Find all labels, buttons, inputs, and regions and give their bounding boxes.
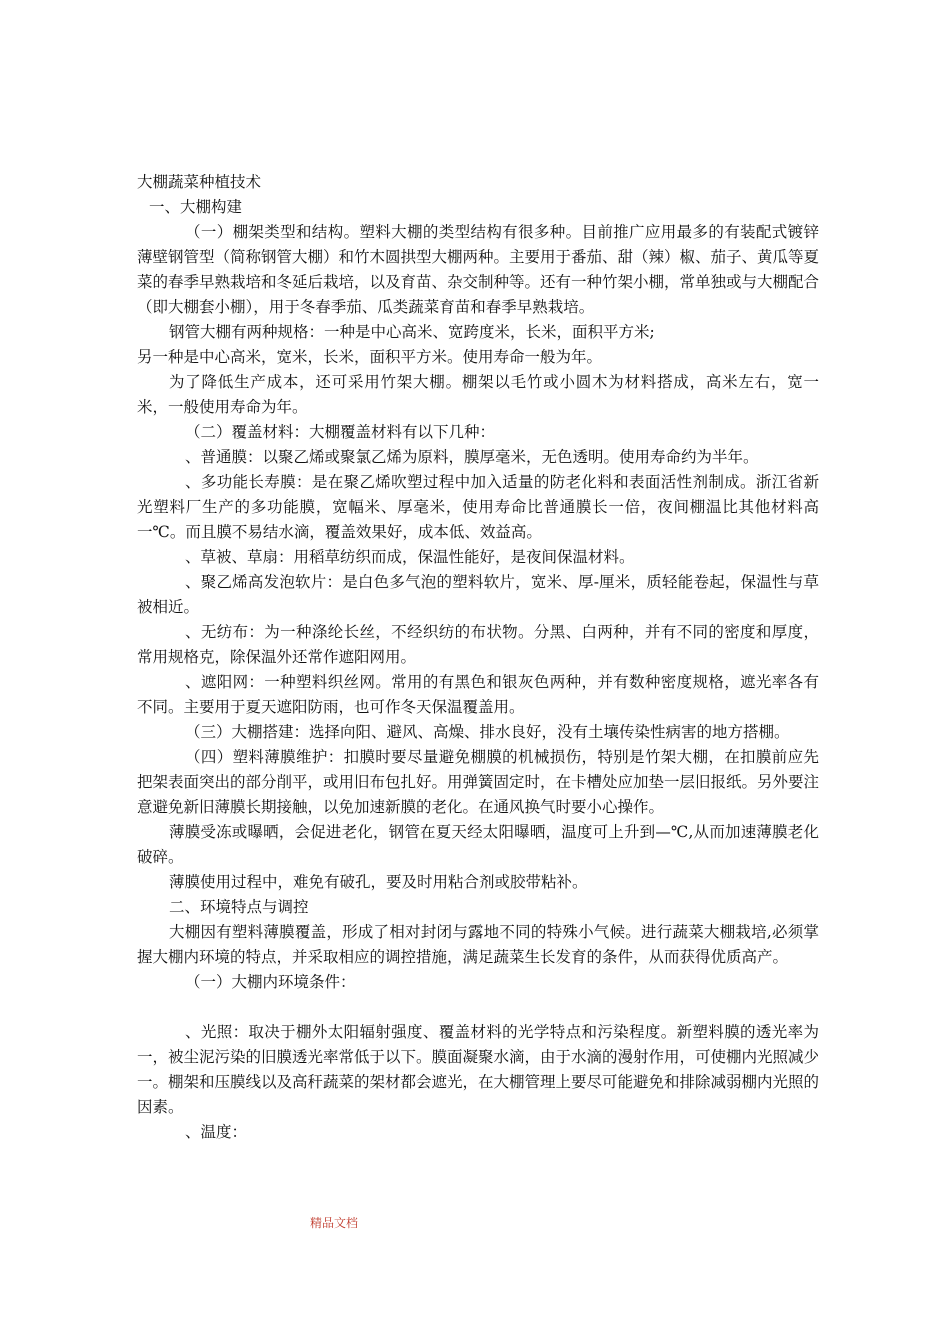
paragraph-film-maintenance: （四）塑料薄膜维护：扣膜时要尽量避免棚膜的机械损伤，特别是竹架大棚，在扣膜前应先把架表面突出的部分削平，或用旧布包扎好。用弹簧固定时，在卡槽处应加垫一层旧报纸。另外要注意避免新旧薄膜长期接触，以免加速新膜的老化。在通风换气时要小心操作。	[137, 748, 820, 816]
paragraph-greenhouse-setup: （三）大棚搭建：选择向阳、避风、高燥、排水良好，没有土壤传染性病害的地方搭棚。	[185, 723, 790, 741]
paragraph-film-repair: 薄膜使用过程中，难免有破孔，要及时用粘合剂或胶带粘补。	[169, 873, 588, 891]
paragraph-lighting: 、光照：取决于棚外太阳辐射强度、覆盖材料的光学特点和污染程度。新塑料膜的透光率为一，被尘泥污染的旧膜透光率常低于以下。膜面凝聚水滴，由于水滴的漫射作用，可使棚内光照减少一。棚架和压膜线以及高秆蔬菜的架材都会遮光，在大棚管理上要尽可能避免和排除减弱棚内光照的因素。	[137, 1023, 820, 1116]
paragraph-foam-sheet: 、聚乙烯高发泡软片：是白色多气泡的塑料软片，宽米、厚-厘米，质轻能卷起，保温性与草被相近。	[137, 573, 819, 616]
paragraph-film-aging: 薄膜受冻或曝晒，会促进老化，钢管在夏天经太阳曝晒，温度可上升到—℃,从而加速薄膜老化破碎。	[137, 823, 819, 866]
section-heading-2: 二、环境特点与调控	[169, 898, 309, 916]
paragraph-straw-mat: 、草被、草扇：用稻草纺织而成，保温性能好，是夜间保温材料。	[185, 548, 635, 566]
paragraph-bamboo-frame: 为了降低生产成本，还可采用竹架大棚。棚架以毛竹或小圆木为材料搭成，高米左右，宽一米，一般使用寿命为年。	[137, 373, 819, 416]
paragraph-microclimate: 大棚因有塑料薄膜覆盖，形成了相对封闭与露地不同的特殊小气候。进行蔬菜大棚栽培,必须掌握大棚内环境的特点，并采取相应的调控措施，满足蔬菜生长发育的条件，从而获得优质高产。	[137, 923, 819, 966]
paragraph-env-conditions: （一）大棚内环境条件：	[185, 973, 356, 991]
paragraph-shade-net: 、遮阳网：一种塑料织丝网。常用的有黑色和银灰色两种，并有数种密度规格，遮光率各有不同。主要用于夏天遮阳防雨，也可作冬天保温覆盖用。	[137, 673, 819, 716]
document-title: 大棚蔬菜种植技术	[137, 173, 262, 191]
footer-watermark: 精品文档	[310, 1216, 359, 1230]
paragraph-nonwoven: 、无纺布：为一种涤纶长丝，不经织纺的布状物。分黑、白两种，并有不同的密度和厚度，常用规格克，除保温外还常作遮阳网用。	[137, 623, 819, 666]
paragraph-longlife-film: 、多功能长寿膜：是在聚乙烯吹塑过程中加入适量的防老化料和表面活性剂制成。浙江省新光塑料厂生产的多功能膜，宽幅米、厚毫米，使用寿命比普通膜长一倍，夜间棚温比其他材料高一℃。而且膜不易结水滴，覆盖效果好，成本低、效益高。	[137, 473, 819, 541]
paragraph-covering-materials: （二）覆盖材料：大棚覆盖材料有以下几种：	[185, 423, 496, 441]
paragraph-temperature: 、温度：	[185, 1123, 248, 1141]
paragraph-steel-specs-a: 钢管大棚有两种规格：一种是中心高米、宽跨度米，长米，面积平方米;	[169, 323, 655, 341]
paragraph-steel-specs-b: 另一种是中心高米，宽米，长米，面积平方米。使用寿命一般为年。	[137, 348, 603, 366]
paragraph-ordinary-film: 、普通膜：以聚乙烯或聚氯乙烯为原料，膜厚毫米，无色透明。使用寿命约为半年。	[185, 448, 759, 466]
blank-line	[137, 995, 819, 1020]
section-heading-1: 一、大棚构建	[149, 198, 243, 216]
document-body	[137, 170, 819, 1145]
paragraph-frame-types: （一）棚架类型和结构。塑料大棚的类型结构有很多种。目前推广应用最多的有装配式镀锌薄壁钢管型（简称钢管大棚）和竹木圆拱型大棚两种。主要用于番茄、甜（辣）椒、茄子、黄瓜等夏菜的春季早熟栽培和冬延后栽培，以及育苗、杂交制种等。还有一种竹架小棚，常单独或与大棚配合（即大棚套小棚），用于冬春季茄、瓜类蔬菜育苗和春季早熟栽培。	[137, 223, 820, 316]
